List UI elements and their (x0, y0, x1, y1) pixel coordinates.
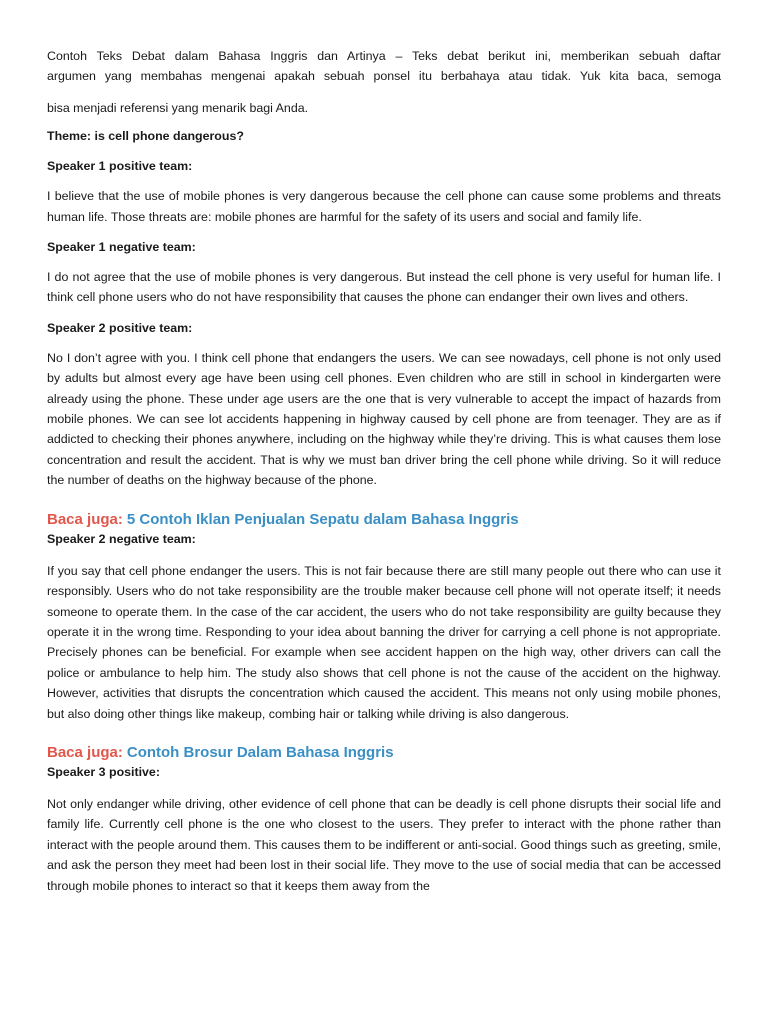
intro-paragraph (47, 46, 721, 118)
intro-gap (47, 87, 721, 98)
baca-juga-prefix: Baca juga: (47, 510, 123, 528)
intro-line-1: Contoh Teks Debat dalam Bahasa Inggris dan Artinya – Teks debat berikut ini, memberikan sebuah daftar (47, 49, 721, 63)
speaker-2-negative-text: If you say that cell phone endanger the users. This is not fair because there are still many people out there who can use it responsibly. Users who do not take responsibility are the trouble maker because cell phone will not operate itself; it needs someone to operate them. In the case of the car accident, the users who do not take responsibility are guilty because they operate it in the wrong time. Responding to your idea about banning the driver for carrying a cell phone is not appropriate. Precisely phones can be beneficial. For example when see accident happen on the high way, other drivers can call the police or ambulance to help him. The study also shows that cell phone is not the cause of the accident on the highway. However, activities that disrupts the concentration which caused the accident. This means not only using mobile phones, but also doing other things like makeup, combing hair or talking while driving is also dangerous. (47, 563, 721, 721)
intro-line-2: argumen yang membahas mengenai apakah sebuah ponsel itu berbahaya atau tidak. Yuk kita baca, semoga (47, 69, 721, 84)
baca-juga-link-sepatu[interactable]: 5 Contoh Iklan Penjualan Sepatu dalam Bahasa Inggris (126, 510, 519, 528)
baca-juga-link-brosur[interactable]: Contoh Brosur Dalam Bahasa Inggris (126, 743, 394, 761)
speaker-3-positive-text: Not only endanger while driving, other evidence of cell phone that can be deadly is cell phone disrupts their social life and family life. Currently cell phone is the one who closest to the users. They prefer to interact with the phone rather than interact with the people around them. This causes them to be indifferent or anti-social. Good things such as greeting, smile, and ask the person they meet had been lost in their social life. They move to the use of social media that can be accessed through mobile phones to interact so that it keeps them away from the (47, 796, 721, 893)
speaker-1-positive-label: Speaker 1 positive team: (47, 159, 193, 174)
speaker-2-positive-label: Speaker 2 positive team: (47, 320, 193, 335)
document-page (47, 46, 721, 906)
speaker-1-negative-label: Speaker 1 negative team: (47, 240, 196, 255)
baca-juga-1 (47, 511, 721, 529)
speaker-1-positive-text: I believe that the use of mobile phones is very dangerous because the cell phone can cause some problems and threats human life. Those threats are: mobile phones are harmful for the safety of its users and social and family life. (47, 189, 721, 224)
baca-juga-2 (47, 744, 721, 762)
baca-juga-prefix: Baca juga: (47, 743, 123, 761)
speaker-2-positive-text: No I don’t agree with you. I think cell phone that endangers the users. We can see nowadays, cell phone is not only used by adults but almost every age have been using cell phones. Even children who are still in school in kindergarten were already using the phone. These under age users are the one that is very vulnerable to accept the impact of hazards from mobile phones. We can see lot accidents happening in highway caused by cell phone are from teenager. They are as if addicted to checking their phones anywhere, including on the highway while they’re driving. This is what causes them lose concentration and result the accident. That is why we must ban driver bring the cell phone while driving. So it will reduce the number of deaths on the highway because of the phone. (47, 350, 721, 488)
intro-line-3: bisa menjadi referensi yang menarik bagi Anda. (47, 100, 309, 115)
speaker-1-negative-text: I do not agree that the use of mobile phones is very dangerous. But instead the cell phone is very useful for human life. I think cell phone users who do not have responsibility that causes the phone can endanger their own lives and others. (47, 270, 721, 305)
speaker-2-negative-label: Speaker 2 negative team: (47, 531, 196, 546)
speaker-3-positive-label: Speaker 3 positive: (47, 764, 160, 779)
theme-heading: Theme: is cell phone dangerous? (47, 129, 244, 144)
